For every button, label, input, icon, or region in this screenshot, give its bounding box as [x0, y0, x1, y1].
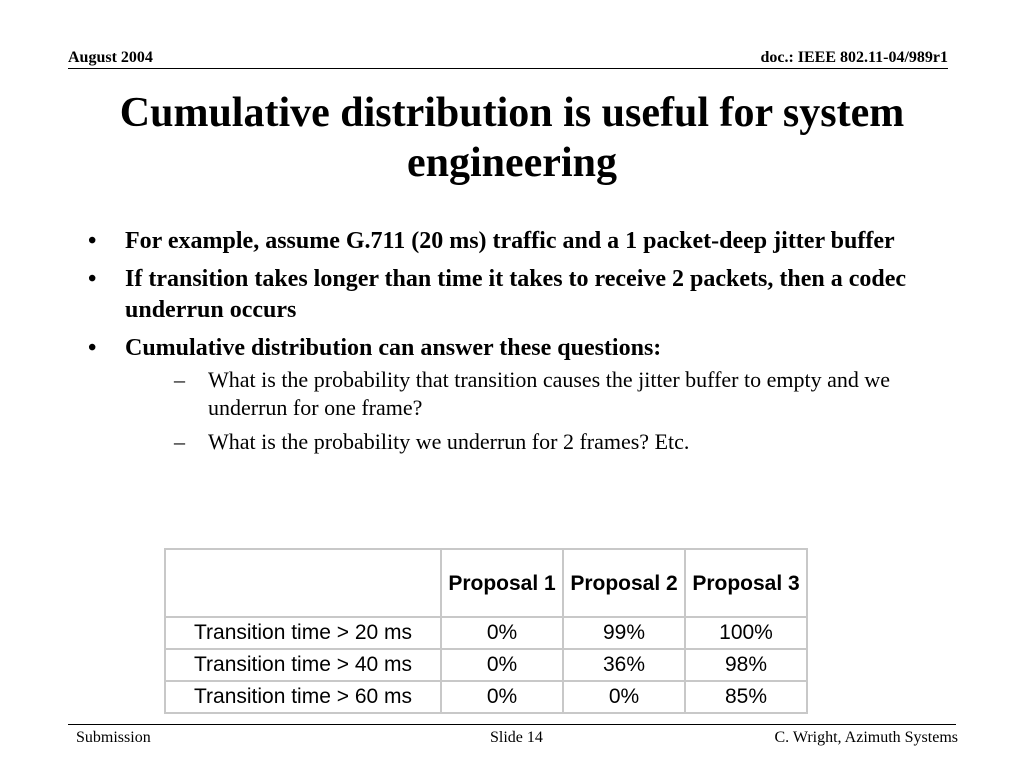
table-cell: 0% [441, 649, 563, 681]
table-header-cell: Proposal 2 [563, 549, 685, 617]
table-row-label: Transition time > 20 ms [165, 617, 441, 649]
header-doc-id: doc.: IEEE 802.11-04/989r1 [760, 49, 948, 66]
slide-title: Cumulative distribution is useful for system engineering [119, 90, 905, 186]
table-header-cell: Proposal 1 [441, 549, 563, 617]
table-cell: 99% [563, 617, 685, 649]
table-row-label: Transition time > 40 ms [165, 649, 441, 681]
table-cell: 0% [441, 617, 563, 649]
header-date: August 2004 [68, 49, 153, 66]
sub-bullet-marker: – [174, 367, 185, 392]
footer-rule [68, 724, 956, 725]
header-rule [68, 68, 948, 69]
footer-slide-number: Slide 14 [490, 729, 543, 746]
table-cell: 0% [441, 681, 563, 713]
table-cell: 36% [563, 649, 685, 681]
table-cell: 85% [685, 681, 807, 713]
underrun-probability-table [164, 548, 808, 714]
sub-bullet-text: What is the probability that transition causes the jitter buffer to empty and we underrun for one frame? [208, 367, 891, 420]
table-row [165, 617, 807, 649]
sub-bullet-item [125, 428, 918, 456]
table-row-label: Transition time > 60 ms [165, 681, 441, 713]
table-row [165, 649, 807, 681]
sub-bullet-item [125, 366, 918, 422]
sub-bullet-list [125, 366, 918, 456]
bullet-marker: • [88, 266, 97, 292]
table-header-row [165, 549, 807, 617]
bullet-item [88, 226, 918, 257]
bullet-marker: • [88, 228, 97, 254]
table-cell: 98% [685, 649, 807, 681]
table-cell: 0% [563, 681, 685, 713]
bullet-item [88, 264, 918, 326]
footer-submission: Submission [76, 729, 151, 746]
bullet-list [88, 226, 918, 463]
bullet-text: Cumulative distribution can answer these questions: [125, 335, 662, 361]
bullet-text: If transition takes longer than time it takes to receive 2 packets, then a codec underrun occurs [125, 266, 907, 323]
table-row [165, 681, 807, 713]
sub-bullet-marker: – [174, 429, 185, 454]
table-header-cell [165, 549, 441, 617]
bullet-item [88, 333, 918, 456]
bullet-text: For example, assume G.711 (20 ms) traffic and a 1 packet-deep jitter buffer [125, 228, 895, 254]
table-cell: 100% [685, 617, 807, 649]
sub-bullet-text: What is the probability we underrun for 2 frames? Etc. [208, 429, 690, 454]
table-header-cell: Proposal 3 [685, 549, 807, 617]
bullet-marker: • [88, 335, 97, 361]
footer-author: C. Wright, Azimuth Systems [774, 729, 958, 746]
